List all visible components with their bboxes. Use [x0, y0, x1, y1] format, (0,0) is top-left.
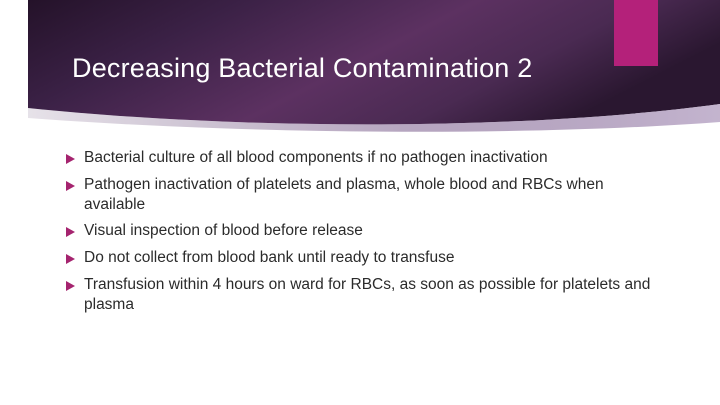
list-item-text: Transfusion within 4 hours on ward for RBCs, as soon as possible for platelets and plasma	[84, 276, 651, 313]
list-item	[66, 175, 666, 215]
triangle-bullet-icon	[66, 248, 84, 264]
list-item-text: Do not collect from blood bank until ready to transfuse	[84, 249, 455, 267]
list-item-text: Pathogen inactivation of platelets and plasma, whole blood and RBCs when available	[84, 175, 604, 213]
triangle-bullet-icon	[66, 221, 84, 237]
list-item	[66, 275, 666, 315]
bullet-list	[66, 148, 666, 322]
list-item	[66, 248, 666, 268]
list-item	[66, 221, 666, 241]
triangle-bullet-icon	[66, 175, 84, 191]
slide-title: Decreasing Bacterial Contamination 2	[72, 53, 533, 83]
triangle-bullet-icon	[66, 275, 84, 291]
list-item-text: Visual inspection of blood before release	[84, 222, 363, 240]
list-item	[66, 148, 666, 168]
list-item-text: Bacterial culture of all blood components if no pathogen inactivation	[84, 149, 548, 166]
triangle-bullet-icon	[66, 148, 84, 164]
